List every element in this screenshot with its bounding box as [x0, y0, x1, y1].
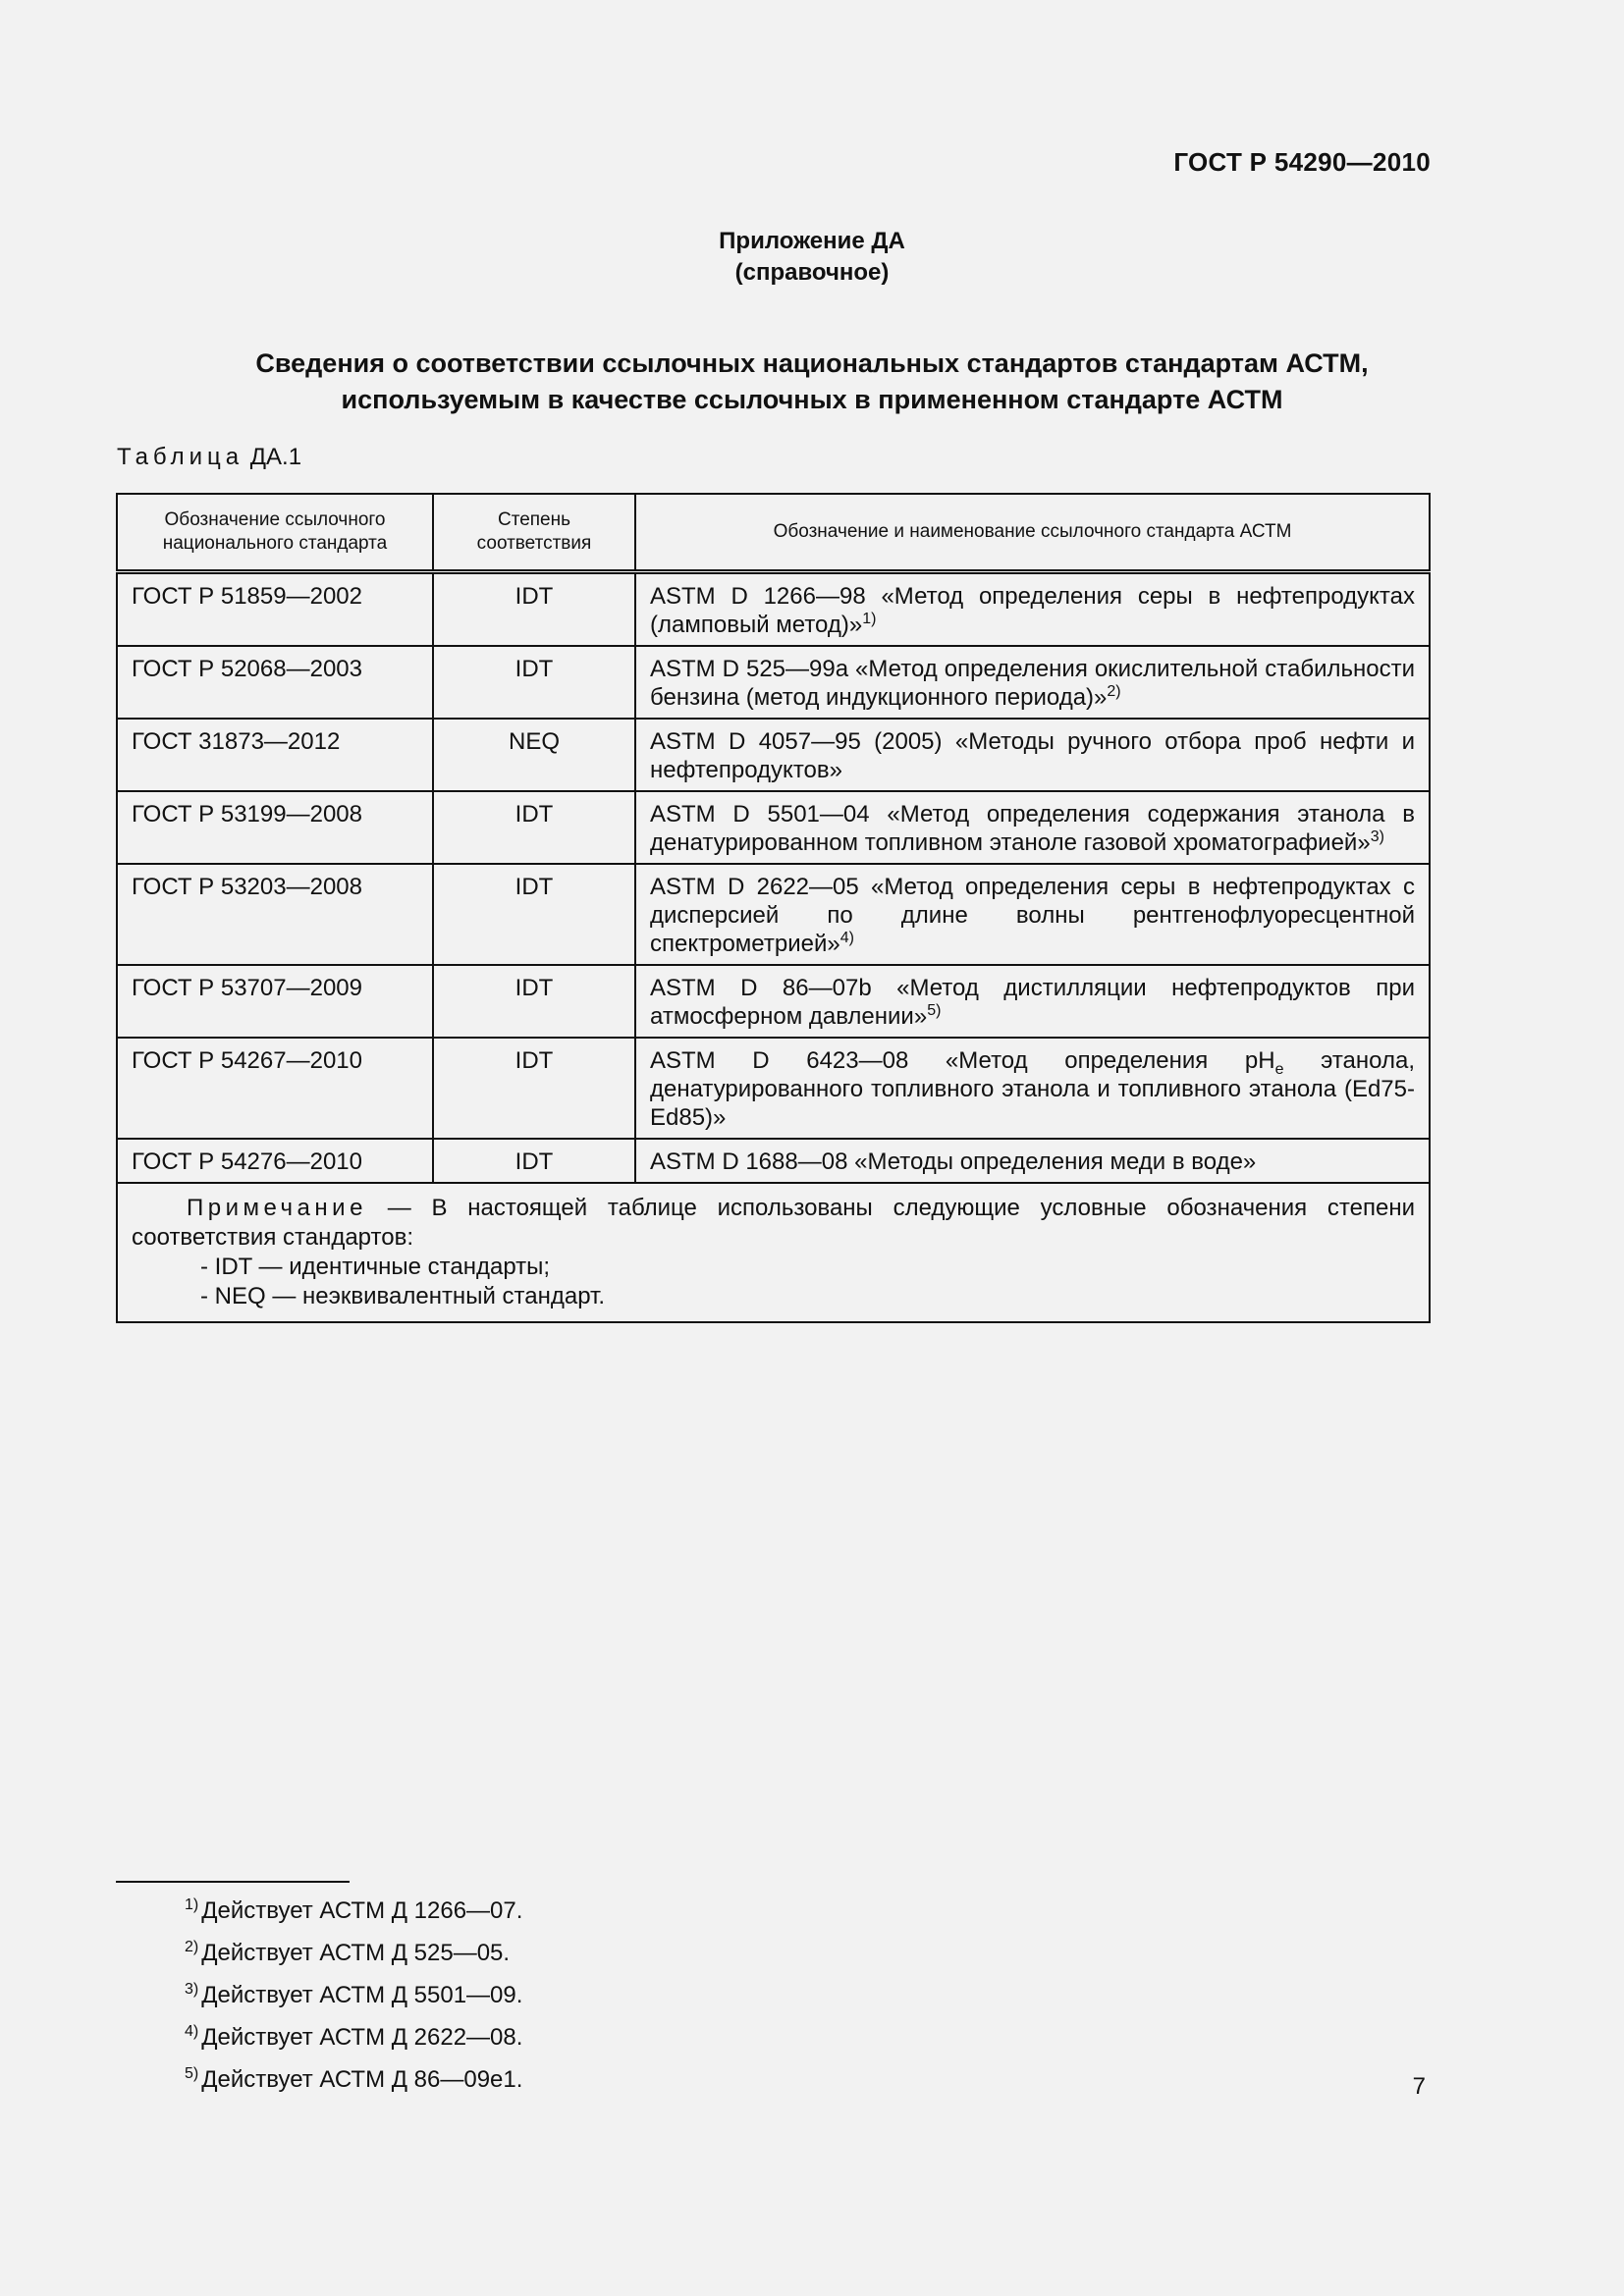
footnote-mark: 4) — [185, 2023, 199, 2040]
note-item-idt: - IDT — идентичные стандарты; — [200, 1254, 551, 1280]
description-text: ASTM D 1688—08 «Методы определения меди в воде» — [650, 1148, 1257, 1175]
description-text: ASTM D 2622—05 «Метод определения серы в нефтепродуктах с дисперсией по длине волны рентгенофлуоресцентной спектрометрией» — [650, 874, 1415, 957]
header-degree-line-1: Степень — [497, 509, 571, 530]
note-text — [132, 1194, 1415, 1253]
cell-degree: NEQ — [433, 719, 635, 791]
description-text-end: этанола, денатурированного топливного этанола и топливного этанола (Ed75-Ed85)» — [650, 1047, 1415, 1131]
header-degree — [433, 494, 635, 572]
footnote — [185, 2013, 522, 2056]
cell-description — [635, 646, 1430, 719]
subscript-e: e — [1274, 1060, 1284, 1078]
header-degree-line-2: соответствия — [476, 533, 592, 554]
cell-degree: IDT — [433, 965, 635, 1038]
footnote-text: Действует АСТМ Д 86—09е1. — [201, 2066, 523, 2093]
cell-code: ГОСТ Р 53203—2008 — [117, 864, 433, 965]
page-number: 7 — [1412, 2073, 1426, 2100]
table-header-row — [117, 494, 1430, 572]
annex-title: Приложение ДА — [719, 228, 905, 254]
footnote — [185, 1971, 522, 2013]
standards-table — [116, 493, 1431, 1323]
cell-degree: IDT — [433, 864, 635, 965]
table-row — [117, 1139, 1430, 1183]
description-text-start: ASTM D 6423—08 «Метод определения pH — [650, 1047, 1275, 1074]
cell-description — [635, 1038, 1430, 1139]
footnote — [185, 2056, 522, 2098]
header-national-standard-line-1: Обозначение ссылочного — [164, 509, 386, 530]
footnote-ref: 1) — [862, 611, 877, 627]
footnote-mark: 1) — [185, 1896, 199, 1913]
header-astm-standard: Обозначение и наименование ссылочного стандарта АСТМ — [635, 494, 1430, 572]
table-row — [117, 864, 1430, 965]
table-row — [117, 1038, 1430, 1139]
description-text: ASTM D 5501—04 «Метод определения содержания этанола в денатурированном топливном этаноле газовой хроматографией» — [650, 801, 1415, 856]
footnote-text: Действует АСТМ Д 525—05. — [201, 1940, 511, 1966]
table-note-row — [117, 1183, 1430, 1322]
description-text: ASTM D 525—99a «Метод определения окислительной стабильности бензина (метод индукционного периода)» — [650, 656, 1415, 711]
footnote-ref: 4) — [839, 930, 854, 946]
footnote-mark: 2) — [185, 1939, 199, 1955]
cell-code: ГОСТ Р 54267—2010 — [117, 1038, 433, 1139]
cell-description — [635, 572, 1430, 647]
cell-description — [635, 1139, 1430, 1183]
cell-description — [635, 719, 1430, 791]
note-item-neq: - NEQ — неэквивалентный стандарт. — [200, 1283, 606, 1309]
cell-code: ГОСТ Р 53199—2008 — [117, 791, 433, 864]
cell-code: ГОСТ Р 51859—2002 — [117, 572, 433, 647]
header-national-standard — [117, 494, 433, 572]
note-body: — В настоящей таблице использованы следующие условные обозначения степени соответствия стандартов: — [132, 1195, 1415, 1251]
cell-description — [635, 965, 1430, 1038]
cell-code: ГОСТ Р 53707—2009 — [117, 965, 433, 1038]
footnote-mark: 3) — [185, 1981, 199, 1998]
cell-code: ГОСТ Р 54276—2010 — [117, 1139, 433, 1183]
document-code: ГОСТ Р 54290—2010 — [1173, 147, 1431, 177]
footnote-text: Действует АСТМ Д 5501—09. — [201, 1982, 523, 2008]
table-note — [117, 1183, 1430, 1322]
footnote-text: Действует АСТМ Д 2622—08. — [201, 2024, 523, 2051]
footnote-mark: 5) — [185, 2065, 199, 2082]
table-row — [117, 646, 1430, 719]
main-title-line-2: используемым в качестве ссылочных в примененном стандарте АСТМ — [341, 385, 1283, 414]
main-title-line-1: Сведения о соответствии ссылочных национальных стандартов стандартам АСТМ, — [255, 348, 1369, 378]
table-caption-label: Таблица — [117, 444, 244, 470]
cell-degree: IDT — [433, 1038, 635, 1139]
cell-description — [635, 864, 1430, 965]
table-caption-number: ДА.1 — [249, 444, 302, 470]
footnotes — [185, 1887, 522, 2098]
annex-heading — [0, 226, 1624, 289]
cell-degree: IDT — [433, 1139, 635, 1183]
cell-code: ГОСТ Р 52068—2003 — [117, 646, 433, 719]
footnote-text: Действует АСТМ Д 1266—07. — [201, 1897, 523, 1924]
footnote-ref: 3) — [1370, 828, 1384, 845]
note-label: Примечание — [187, 1195, 367, 1221]
footnote — [185, 1929, 522, 1971]
footnote-ref: 5) — [927, 1002, 942, 1019]
description-text: ASTM D 1266—98 «Метод определения серы в нефтепродуктах (ламповый метод)» — [650, 583, 1415, 638]
description-text: ASTM D 4057—95 (2005) «Методы ручного отбора проб нефти и нефтепродуктов» — [650, 728, 1415, 783]
annex-subtitle: (справочное) — [734, 259, 890, 286]
cell-degree: IDT — [433, 572, 635, 647]
standards-table-wrapper — [116, 493, 1431, 1323]
footnote — [185, 1887, 522, 1929]
header-national-standard-line-2: национального стандарта — [162, 533, 388, 554]
description-text: ASTM D 86—07b «Метод дистилляции нефтепродуктов при атмосферном давлении» — [650, 975, 1415, 1030]
cell-description — [635, 791, 1430, 864]
table-row — [117, 965, 1430, 1038]
table-caption — [117, 444, 301, 471]
table-row — [117, 719, 1430, 791]
footnote-separator — [116, 1881, 350, 1883]
footnote-ref: 2) — [1107, 683, 1121, 700]
table-row — [117, 572, 1430, 647]
cell-degree: IDT — [433, 646, 635, 719]
table-row — [117, 791, 1430, 864]
main-title — [0, 346, 1624, 418]
cell-code: ГОСТ 31873—2012 — [117, 719, 433, 791]
cell-degree: IDT — [433, 791, 635, 864]
